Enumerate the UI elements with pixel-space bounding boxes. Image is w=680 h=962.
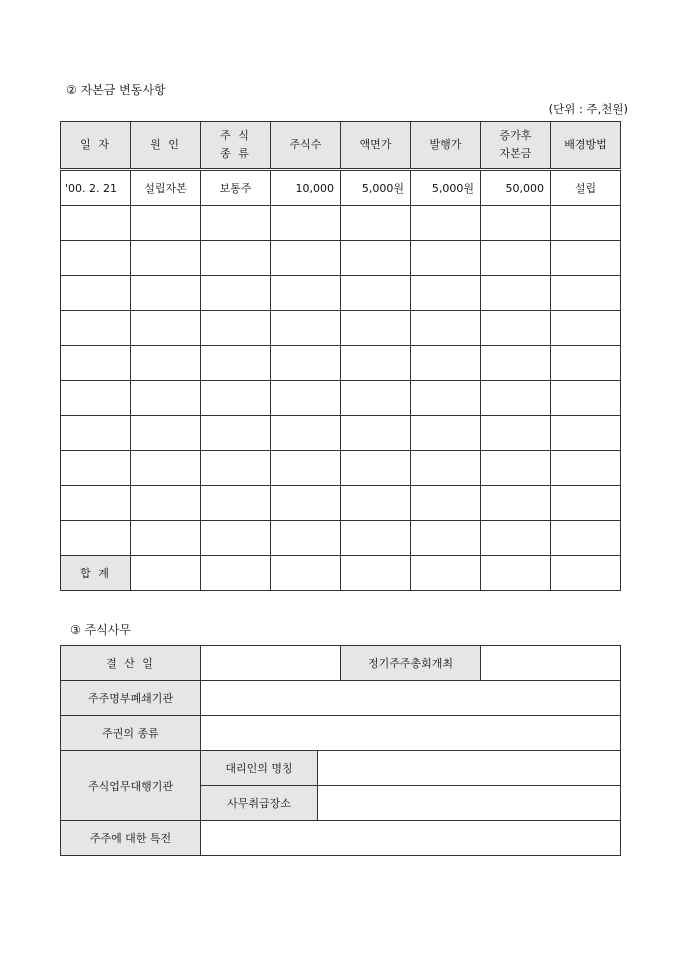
table-row [61, 276, 621, 311]
table-row [61, 311, 621, 346]
agent-name-value[interactable] [318, 751, 621, 786]
shareholder-privilege-label: 주주에 대한 특전 [61, 821, 201, 856]
table-row [61, 381, 621, 416]
table-row [61, 346, 621, 381]
settlement-date-label: 결 산 일 [61, 646, 201, 681]
table-row [61, 521, 621, 556]
header-method: 배경방법 [551, 122, 621, 170]
office-location-value[interactable] [318, 786, 621, 821]
header-date: 일 자 [61, 122, 131, 170]
settlement-row [61, 646, 621, 681]
cell-par[interactable]: 5,000원 [341, 170, 411, 206]
header-row [61, 122, 621, 170]
stock-certificate-type-label: 주권의 종류 [61, 716, 201, 751]
total-row [61, 556, 621, 591]
settlement-date-value[interactable] [201, 646, 341, 681]
agent-name-label: 대리인의 명칭 [201, 751, 318, 786]
section-title-stock-affairs: ③ 주식사무 [70, 623, 131, 637]
office-location-label: 사무취급장소 [201, 786, 318, 821]
section-title-capital-changes: ② 자본금 변동사항 [66, 83, 166, 97]
cell-method[interactable]: 설립 [551, 170, 621, 206]
header-capital-after: 증가후 자본금 [481, 122, 551, 170]
shareholder-privilege-value[interactable] [201, 821, 621, 856]
header-stock-type: 주 식 종 류 [201, 122, 271, 170]
agency-row-1 [61, 751, 621, 786]
stock-type-row [61, 716, 621, 751]
cell-cause[interactable]: 설립자본 [131, 170, 201, 206]
header-cause: 원 인 [131, 122, 201, 170]
capital-change-table [60, 121, 621, 591]
general-meeting-value[interactable] [481, 646, 621, 681]
table-row [61, 451, 621, 486]
header-issue-price: 발행가 [411, 122, 481, 170]
header-par-value: 액면가 [341, 122, 411, 170]
cell-issue[interactable]: 5,000원 [411, 170, 481, 206]
transfer-agency-label: 주식업무대행기관 [61, 751, 201, 821]
cell-shares[interactable]: 10,000 [271, 170, 341, 206]
table-row [61, 206, 621, 241]
header-shares: 주식수 [271, 122, 341, 170]
unit-label: (단위 : 주,천원) [548, 102, 628, 116]
table-row [61, 170, 621, 206]
cell-date[interactable]: '00. 2. 21 [61, 170, 131, 206]
cell-capital[interactable]: 50,000 [481, 170, 551, 206]
total-label: 합 계 [61, 556, 131, 591]
table-row [61, 416, 621, 451]
stock-certificate-type-value[interactable] [201, 716, 621, 751]
privilege-row [61, 821, 621, 856]
register-closing-value[interactable] [201, 681, 621, 716]
register-closing-row [61, 681, 621, 716]
cell-type[interactable]: 보통주 [201, 170, 271, 206]
table-row [61, 486, 621, 521]
stock-affairs-table [60, 645, 621, 856]
general-meeting-label: 정기주주총회개최 [341, 646, 481, 681]
table-row [61, 241, 621, 276]
register-closing-label: 주주명부폐쇄기관 [61, 681, 201, 716]
